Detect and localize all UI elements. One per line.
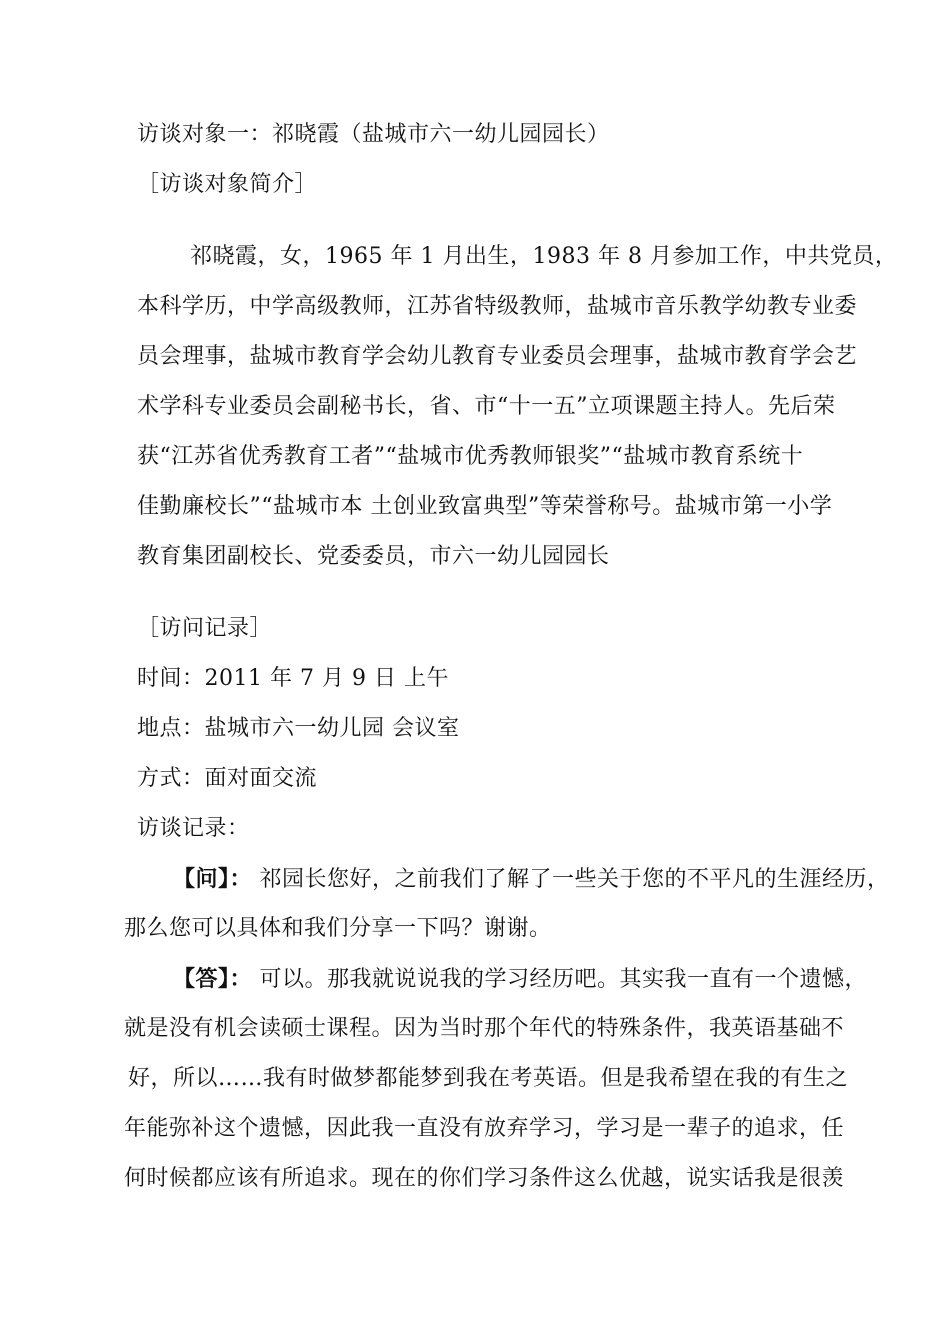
bio-line: 本科学历，中学高级教师，江苏省特级教师，盐城市音乐教学幼教专业委 — [137, 294, 858, 319]
bio-line: 佳勤廉校长”“盐城市本 土创业致富典型”等荣誉称号。盐城市第一小学 — [137, 494, 833, 519]
answer-line: 就是没有机会读硕士课程。因为当时那个年代的特殊条件，我英语基础不 — [124, 1016, 845, 1041]
transcript-label: 访谈记录： — [137, 816, 250, 841]
interview-place: 地点：盐城市六一幼儿园 会议室 — [137, 716, 460, 741]
answer-line: 年能弥补这个遗憾，因此我一直没有放弃学习，学习是一辈子的追求，任 — [124, 1116, 845, 1141]
question-text: 祁园长您好，之前我们了解了一些关于您的不平凡的生涯经历， — [259, 867, 890, 892]
answer-line: 好，所以……我有时做梦都能梦到我在考英语。但是我希望在我的有生之 — [128, 1066, 849, 1091]
answer-line — [173, 964, 867, 995]
answer-line: 何时候都应该有所追求。现在的你们学习条件这么优越，说实话我是很羡 — [124, 1166, 845, 1191]
intro-section-label: ［访谈对象简介］ — [137, 172, 318, 197]
question-tag: 【问】： — [173, 866, 253, 892]
question-line — [173, 864, 890, 895]
answer-tag: 【答】： — [173, 966, 253, 992]
bio-line: 员会理事，盐城市教育学会幼儿教育专业委员会理事，盐城市教育学会艺 — [137, 344, 858, 369]
answer-text: 可以。那我就说说我的学习经历吧。其实我一直有一个遗憾， — [259, 967, 868, 992]
bio-line: 获“江苏省优秀教育工者”“盐城市优秀教师银奖”“盐城市教育系统十 — [137, 444, 804, 469]
interview-time: 时间：2011 年 7 月 9 日 上午 — [137, 666, 449, 691]
record-section-label: ［访问记录］ — [137, 616, 273, 641]
interview-method: 方式：面对面交流 — [137, 766, 318, 791]
question-line: 那么您可以具体和我们分享一下吗？谢谢。 — [124, 916, 552, 941]
subject-heading: 访谈对象一：祁晓霞（盐城市六一幼儿园园长） — [137, 122, 610, 147]
bio-line: 术学科专业委员会副秘书长，省、市“十一五”立项课题主持人。先后荣 — [137, 394, 836, 419]
bio-line: 祁晓霞，女，1965 年 1 月出生，1983 年 8 月参加工作，中共党员， — [190, 244, 898, 269]
bio-line: 教育集团副校长、党委委员，市六一幼儿园园长 — [137, 544, 610, 569]
